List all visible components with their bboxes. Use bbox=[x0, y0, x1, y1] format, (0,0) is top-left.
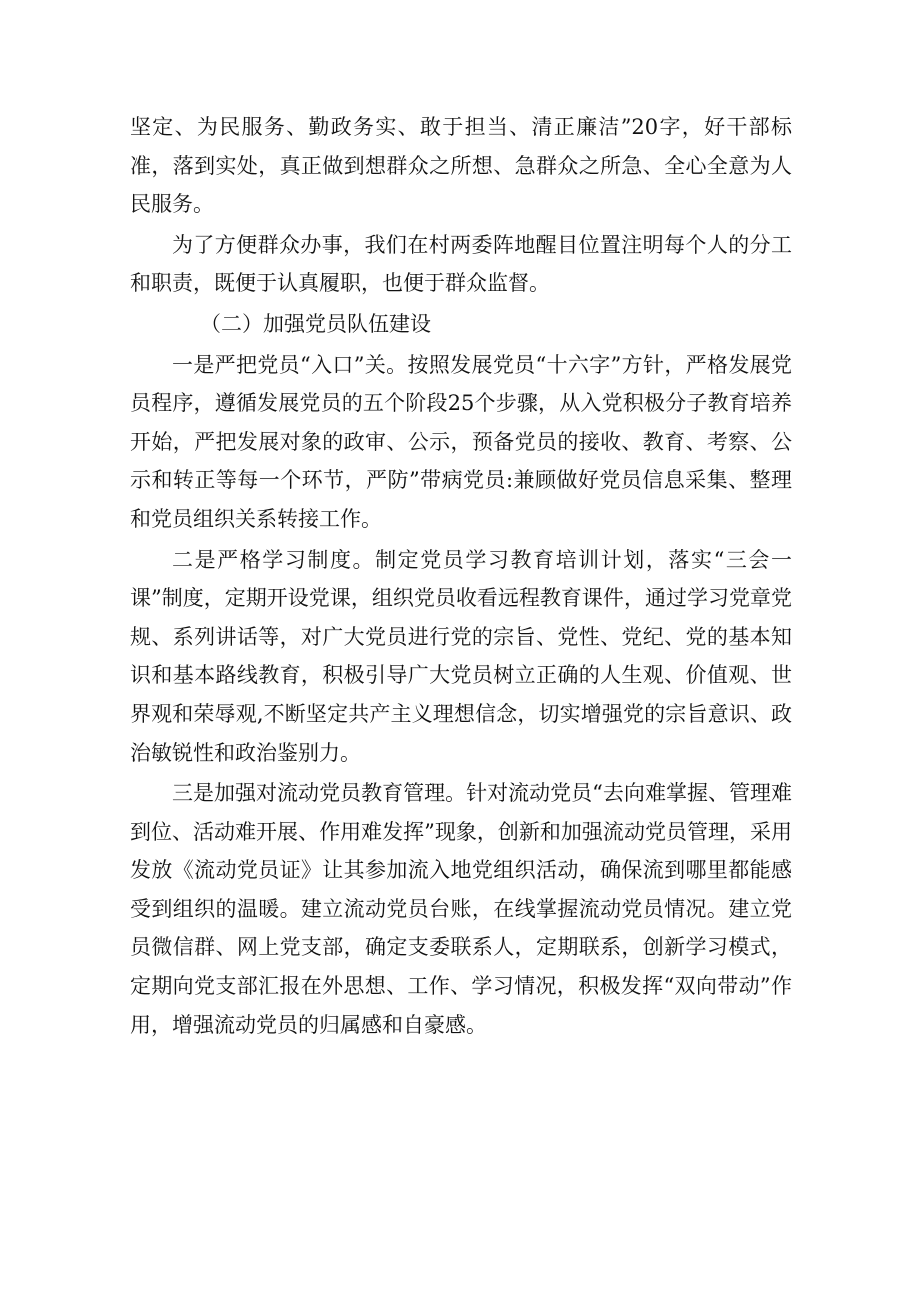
section-heading: （二）加强党员队伍建设 bbox=[200, 311, 431, 336]
paragraph-office-division: 为了方便群众办事，我们在村两委阵地醒目位置注明每个人的分工和职责，既便于认真履职，也便于群众监督。 bbox=[130, 232, 792, 296]
paragraph-party-entry: 一是严把党员“入口”关。按照发展党员“十六字”方针，严格发展党员程序，遵循发展党员的五个阶段25个步骤，从入党积极分子教育培养开始，严把发展对象的政审、公示，预备党员的接收、教育、考察、公示和转正等每一个环节，严防”带病党员:兼顾做好党员信息采集、整理和党员组织关系转接工作。 bbox=[130, 352, 792, 531]
paragraph-continued: 坚定、为民服务、勤政务实、敢于担当、清正廉洁”20字，好干部标准，落到实处，真正做到想群众之所想、急群众之所急、全心全意为人民服务。 bbox=[130, 115, 792, 217]
paragraph-mobile-members: 三是加强对流动党员教育管理。针对流动党员“去向难掌握、管理难到位、活动难开展、作用难发挥”现象，创新和加强流动党员管理，采用发放《流动党员证》让其参加流入地党组织活动，确保流到哪里都能感受到组织的温暖。建立流动党员台账，在线掌握流动党员情况。建立党员微信群、网上党支部，确定支委联系人，定期联系，创新学习模式，定期向党支部汇报在外思想、工作、学习情况，积极发挥“双向带动”作用，增强流动党员的归属感和自豪感。 bbox=[130, 781, 792, 1037]
paragraph-study-system: 二是严格学习制度。制定党员学习教育培训计划，落实“三会一课”制度，定期开设党课，组织党员收看远程教育课件，通过学习党章党规、系列讲话等，对广大党员进行党的宗旨、党性、党纪、党的基本知识和基本路线教育，积极引导广大党员树立正确的人生观、价值观、世界观和荣辱观,不断坚定共产主义理想信念，切实增强党的宗旨意识、政治敏锐性和政治鉴别力。 bbox=[130, 547, 792, 765]
document-body bbox=[130, 108, 792, 1044]
